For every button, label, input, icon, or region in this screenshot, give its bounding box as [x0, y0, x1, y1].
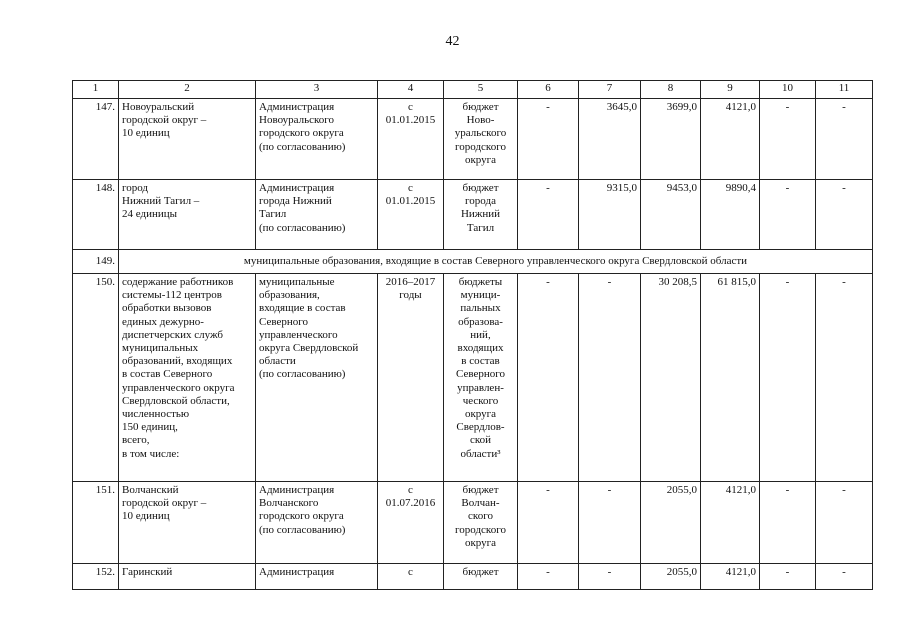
row-number: 150. [73, 274, 119, 482]
row-number: 151. [73, 482, 119, 564]
row-col-7: - [579, 564, 641, 590]
row-col-8: 9453,0 [641, 180, 701, 250]
row-period: с 01.07.2016 [378, 482, 444, 564]
row-name: город Нижний Тагил – 24 единицы [119, 180, 256, 250]
row-source: бюджет [444, 564, 518, 590]
section-number: 149. [73, 250, 119, 274]
row-col-10: - [760, 482, 816, 564]
row-name: Волчанский городской округ – 10 единиц [119, 482, 256, 564]
row-number: 147. [73, 99, 119, 180]
header-col-9: 9 [701, 81, 760, 99]
row-name: содержание работников системы-112 центров обработки вызовов единых дежурно- диспетчерских служб муниципальных образований, входящих в состав Северного управленческого округа Свердловской области, численностью 150 единиц, всего, в том числе: [119, 274, 256, 482]
row-col-11: - [816, 482, 873, 564]
table-row [73, 564, 873, 590]
section-row [73, 250, 873, 274]
row-period: с [378, 564, 444, 590]
row-col-9: 4121,0 [701, 482, 760, 564]
row-col-11: - [816, 99, 873, 180]
row-col-8: 3699,0 [641, 99, 701, 180]
row-col-11: - [816, 564, 873, 590]
header-col-4: 4 [378, 81, 444, 99]
header-col-10: 10 [760, 81, 816, 99]
section-title: муниципальные образования, входящие в состав Северного управленческого округа Свердловской области [119, 250, 873, 274]
page-number: 42 [445, 34, 460, 49]
row-col-10: - [760, 564, 816, 590]
row-col-6: - [518, 564, 579, 590]
row-col-9: 4121,0 [701, 564, 760, 590]
header-col-3: 3 [256, 81, 378, 99]
row-col-6: - [518, 482, 579, 564]
header-col-6: 6 [518, 81, 579, 99]
header-row [73, 81, 873, 99]
row-col-7: - [579, 274, 641, 482]
row-name: Гаринский [119, 564, 256, 590]
row-col-10: - [760, 99, 816, 180]
table-row [73, 99, 873, 180]
row-executor: Администрация города Нижний Тагил (по согласованию) [256, 180, 378, 250]
row-source: бюджет города Нижний Тагил [444, 180, 518, 250]
header-col-5: 5 [444, 81, 518, 99]
header-col-8: 8 [641, 81, 701, 99]
row-col-7: 9315,0 [579, 180, 641, 250]
row-col-9: 61 815,0 [701, 274, 760, 482]
row-executor: Администрация Новоуральского городского округа (по согласованию) [256, 99, 378, 180]
row-col-10: - [760, 180, 816, 250]
header-col-1: 1 [73, 81, 119, 99]
row-col-7: 3645,0 [579, 99, 641, 180]
row-col-8: 2055,0 [641, 564, 701, 590]
row-number: 152. [73, 564, 119, 590]
row-executor: Администрация Волчанского городского округа (по согласованию) [256, 482, 378, 564]
row-col-8: 2055,0 [641, 482, 701, 564]
row-col-6: - [518, 274, 579, 482]
row-col-10: - [760, 274, 816, 482]
table-row [73, 482, 873, 564]
row-executor: Администрация [256, 564, 378, 590]
row-col-8: 30 208,5 [641, 274, 701, 482]
row-period: с 01.01.2015 [378, 180, 444, 250]
table-row [73, 274, 873, 482]
row-col-7: - [579, 482, 641, 564]
header-col-11: 11 [816, 81, 873, 99]
row-col-11: - [816, 274, 873, 482]
row-col-11: - [816, 180, 873, 250]
row-name: Новоуральский городской округ – 10 единиц [119, 99, 256, 180]
row-period: 2016–2017 годы [378, 274, 444, 482]
header-col-2: 2 [119, 81, 256, 99]
header-col-7: 7 [579, 81, 641, 99]
row-col-9: 4121,0 [701, 99, 760, 180]
row-col-9: 9890,4 [701, 180, 760, 250]
row-col-6: - [518, 180, 579, 250]
row-number: 148. [73, 180, 119, 250]
row-period: с 01.01.2015 [378, 99, 444, 180]
row-source: бюджеты муници- пальных образова- ний, входящих в состав Северного управлен- ческого округа Свердлов- ской области³ [444, 274, 518, 482]
table-row [73, 180, 873, 250]
budget-table [72, 80, 873, 590]
row-source: бюджет Волчан- ского городского округа [444, 482, 518, 564]
row-col-6: - [518, 99, 579, 180]
row-source: бюджет Ново- уральского городского округа [444, 99, 518, 180]
row-executor: муниципальные образования, входящие в состав Северного управленческого округа Свердловской области (по согласованию) [256, 274, 378, 482]
